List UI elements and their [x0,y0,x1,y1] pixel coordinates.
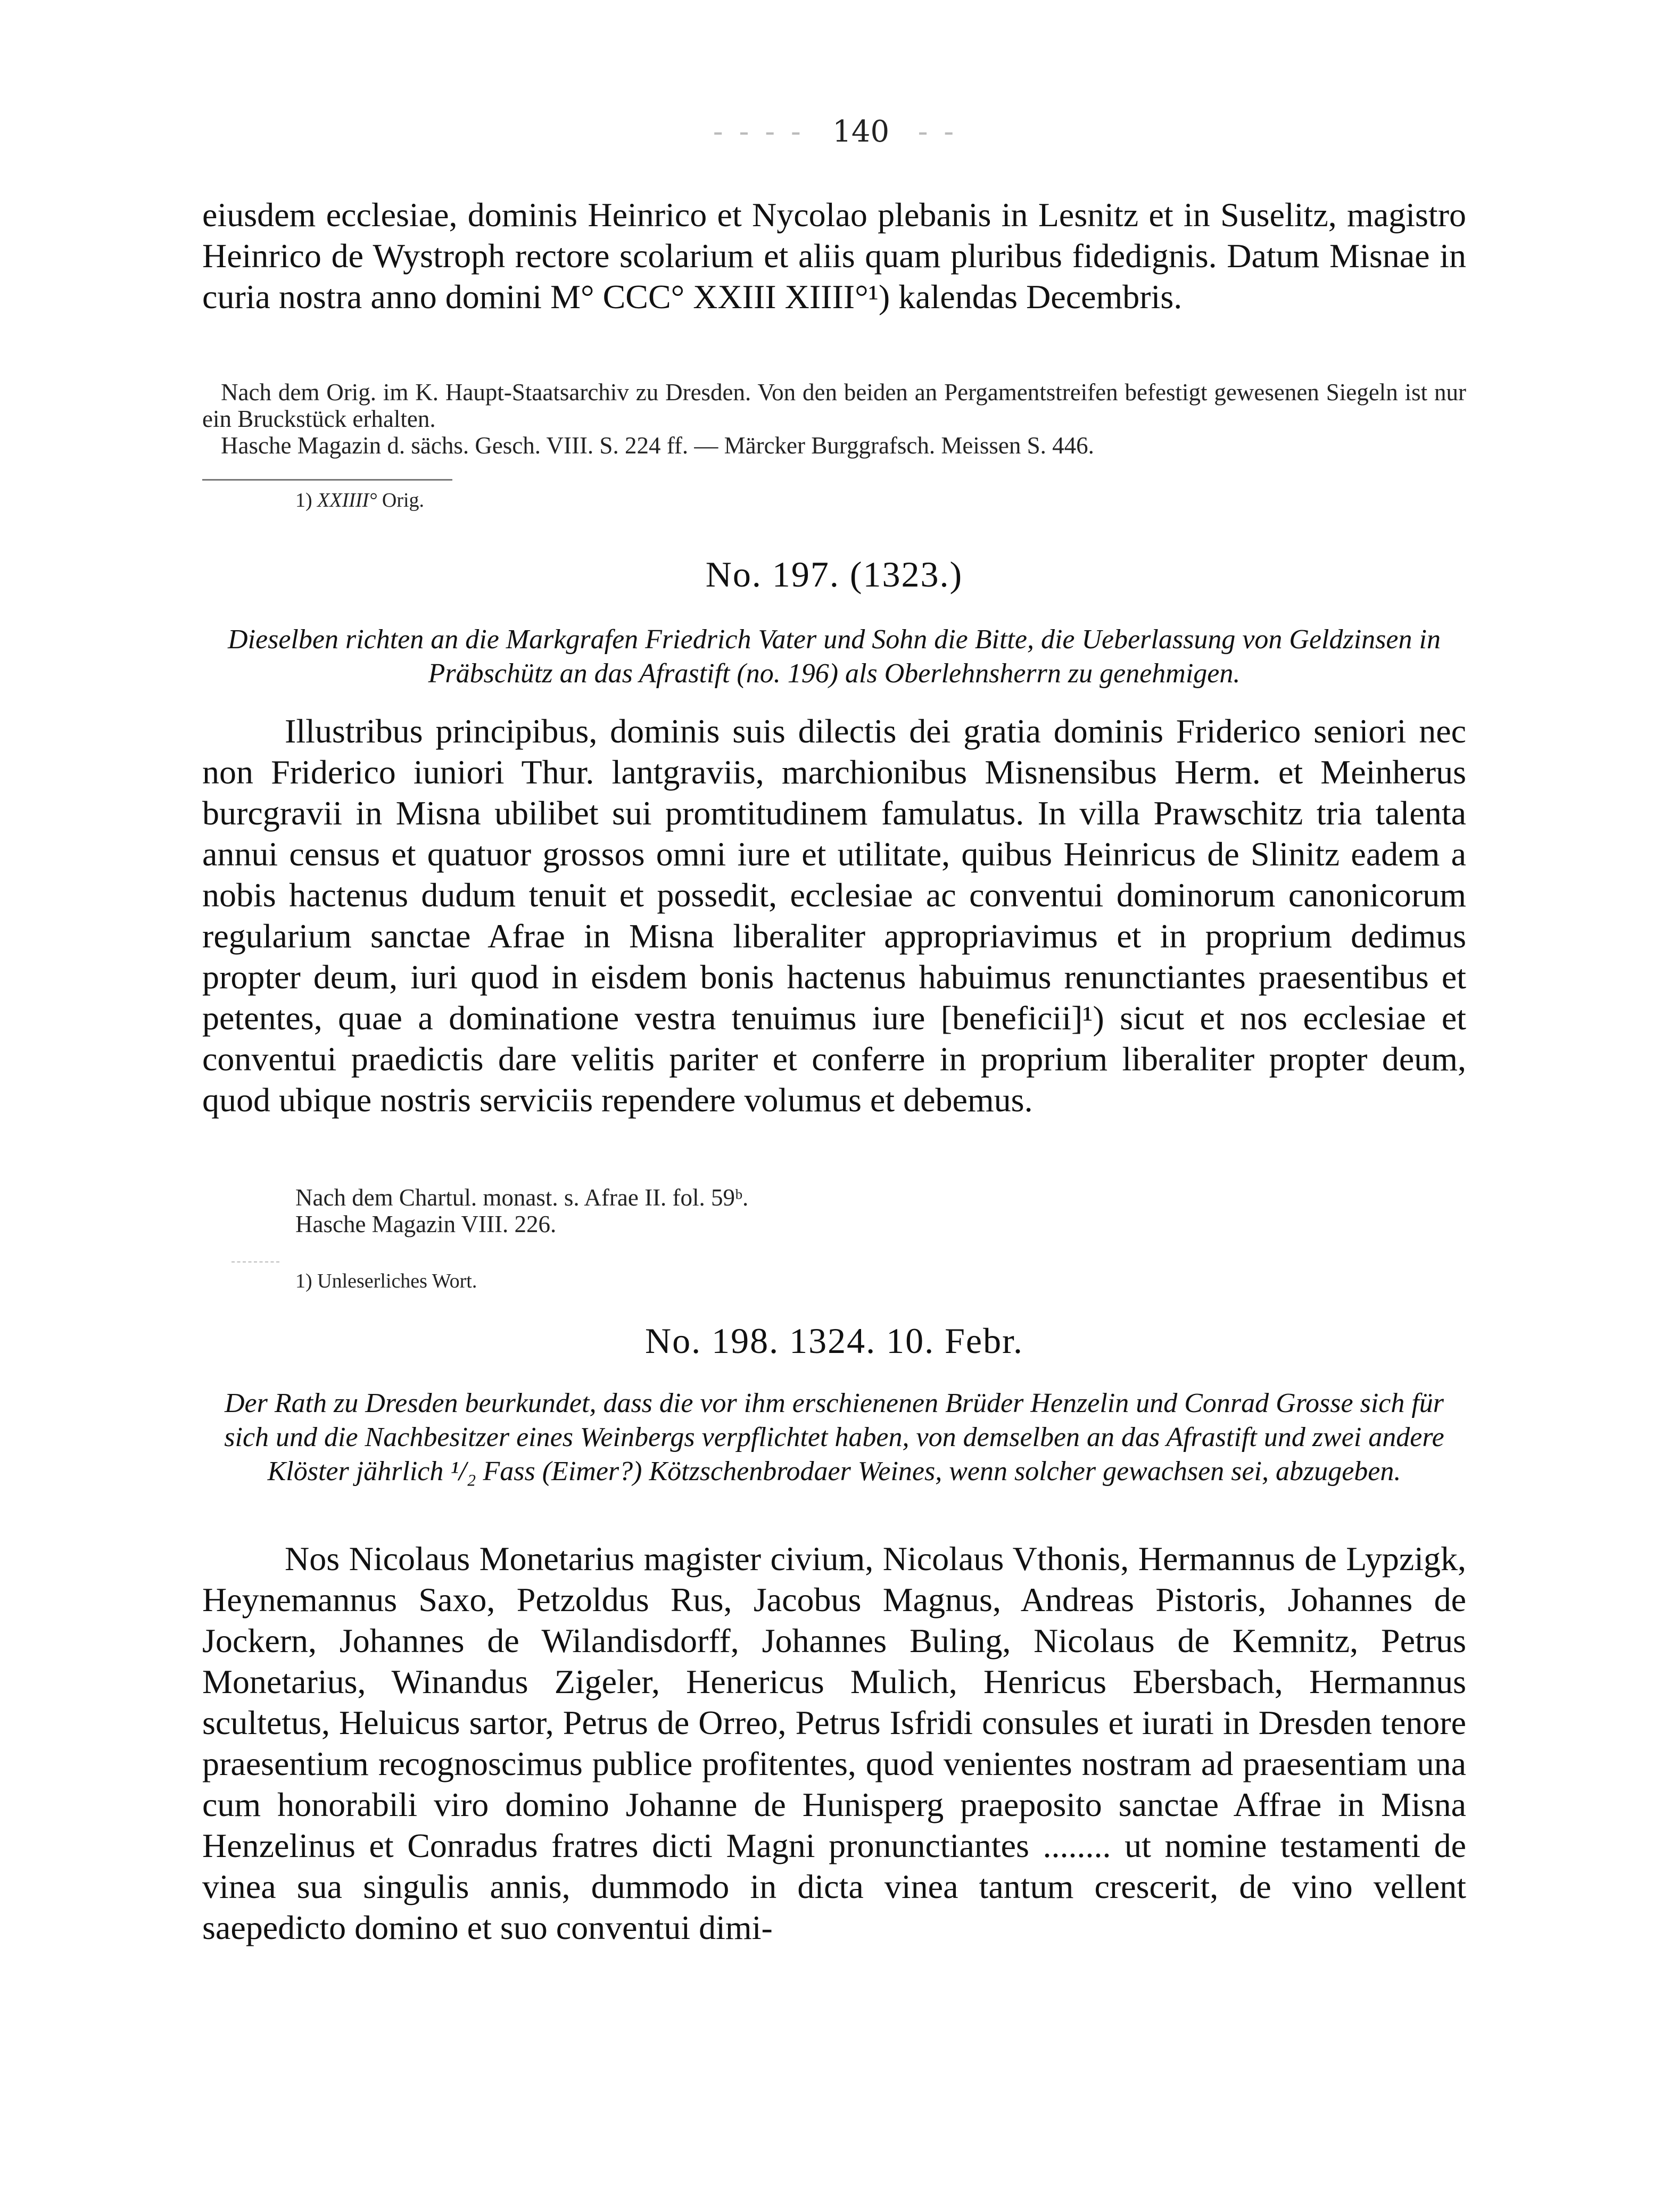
entry-197-summary: Dieselben richten an die Markgrafen Friedrich Vater und Sohn die Bitte, die Ueberlassung von Geldzinsen in Präbschütz an das Afrastift (no. 196) als Oberlehnsherrn zu genehmigen. [228,624,1441,689]
source-note-196-line2: Hasche Magazin d. sächs. Gesch. VIII. S. 224 ff. — Märcker Burggrafsch. Meissen S. 446. [221,432,1094,459]
footnote-196-suffix: Orig. [382,489,425,511]
entry-197-heading: No. 197. (1323.) [705,554,963,595]
page-header [0,114,1670,149]
entry-197-source [295,1184,1307,1237]
footnote-196 [295,489,828,512]
entry-197-footnote: 1) Unleserliches Wort. [295,1270,477,1292]
footnote-rule-196 [202,479,452,481]
entry-197-body: Illustribus principibus, dominis suis dilectis dei gratia dominis Friderico seniori nec non Friderico iuniori Thur. lantgraviis, marchionibus Misnensibus Herm. et Meinherus burcgravii in Misna ubilibet sui promtitudinem famulatus. In villa Prawschitz tria talenta annui census et quatuor grossos omni iure et utilitate, quibus Heinricus de Slinitz eadem a nobis hactenus dudum tenuit et possedit, ecclesiae ac conventui dominorum canonicorum regularium sanctae Afrae in Misna liberaliter appropriavimus et in proprium dedimus propter deum, iuri quod in eisdem bonis hactenus habuimus renunctiantes praesentibus et petentes, quae a dominatione vestra tenuimus iure [beneficii]¹) sicut et nos ecclesiae et conventui praedictis dare velitis pariter et conferre in proprium liberaliter propter deum, quod ubique nostris serviciis rependere volumus et debemus. [202,712,1466,1119]
footnote-196-marker: 1) [295,489,312,511]
footnote-rule-197 [232,1261,279,1262]
source-note-196-line1: Nach dem Orig. im K. Haupt-Staatsarchiv zu Dresden. Von den beiden an Pergamentstreifen befestigt gewesenen Siegeln ist nur ein Bruckstück erhalten. [202,379,1466,432]
header-dashes-left: - - - - [713,114,804,149]
entry-198-heading: No. 198. 1324. 10. Febr. [645,1320,1023,1361]
continuation-paragraph: eiusdem ecclesiae, dominis Heinrico et Nycolao plebanis in Lesnitz et in Suselitz, magistro Heinrico de Wystroph rectore scolarium et aliis quam pluribus fidedignis. Datum Misnae in curia nostra anno domini M° CCC° XXIII XIIII°¹) kalendas Decembris. [202,196,1466,316]
page-number: 140 [832,114,890,149]
header-dashes-right: - - [917,114,957,149]
entry-197-source-line1: Nach dem Chartul. monast. s. Afrae II. fol. 59ᵇ. [295,1184,749,1211]
entry-197-source-line2: Hasche Magazin VIII. 226. [295,1211,557,1237]
source-note-196 [202,379,1466,459]
entry-198-body: Nos Nicolaus Monetarius magister civium, Nicolaus Vthonis, Hermannus de Lypzigk, Heynemannus Saxo, Petzoldus Rus, Jacobus Magnus, Andreas Pistoris, Johannes de Jockern, Johannes de Wilandisdorff, Johannes Buling, Nicolaus de Kemnitz, Petrus Monetarius, Winandus Zigeler, Henericus Mulich, Henricus Ebersbach, Hermannus scultetus, Heluicus sartor, Petrus de Orreo, Petrus Isfridi consules et iurati in Dresden tenore praesentium recognoscimus publice profitentes, quod venientes nostram ad praesentiam una cum honorabili viro domino Johanne de Hunisperg praeposito sanctae Affrae in Misna Henzelinus et Conradus fratres dicti Magni pronunctiantes ........ ut nomine testamenti de vinea sua singulis annis, dummodo in dicta vinea tantum crescerit, de vino vellent saepedicto domino et suo conventui dimi- [202,1540,1466,1946]
entry-198-summary: Der Rath zu Dresden beurkundet, dass die vor ihm erschienenen Brüder Henzelin und Conrad Grosse sich für sich und die Nachbesitzer eines Weinbergs verpflichtet haben, von demselben an das Afrastift und zwei andere Klöster jährlich ¹/₂ Fass (Eimer?) Kötzschenbrodaer Weines, wenn solcher gewachsen sei, abzugeben. [224,1388,1444,1487]
footnote-196-text: XXIIII° [317,489,377,511]
